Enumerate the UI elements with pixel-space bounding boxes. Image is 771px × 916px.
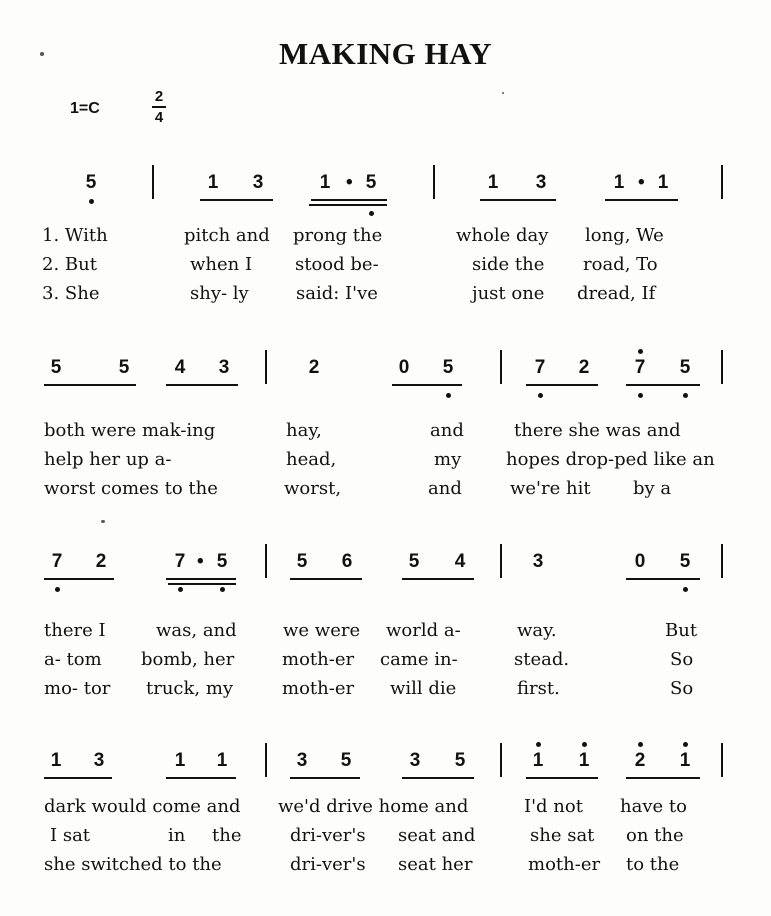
lyric-syllable: and xyxy=(430,420,464,441)
lyric-syllable: world a- xyxy=(386,620,461,641)
beam-underline xyxy=(626,777,700,779)
lyric-syllable: dri-ver's xyxy=(290,854,366,875)
note-number: 3 xyxy=(93,750,105,771)
lyric-syllable: there she was and xyxy=(514,420,681,441)
lyric-syllable: truck, my xyxy=(146,678,234,699)
lyric-syllable: hopes drop-ped like an xyxy=(506,449,715,470)
lyric-syllable: head, xyxy=(286,449,337,470)
lyric-syllable: worst comes to the xyxy=(44,478,218,499)
lyric-syllable: there I xyxy=(44,620,106,641)
beam-underline xyxy=(44,384,136,386)
note-number: 5 xyxy=(340,750,352,771)
lyric-syllable: in xyxy=(168,825,186,846)
note-number: 7 xyxy=(534,357,546,378)
beam-underline xyxy=(168,583,236,585)
barline xyxy=(721,165,723,199)
note-number: 1 xyxy=(613,172,625,193)
beam-underline xyxy=(605,199,678,201)
note-number: 5 xyxy=(296,551,308,572)
note-number: 5 xyxy=(679,551,691,572)
lyric-syllable: we were xyxy=(283,620,361,641)
lyric-syllable: 2. But xyxy=(42,254,97,275)
octave-dot xyxy=(178,587,183,592)
lyric-syllable: But xyxy=(665,620,698,641)
note-number: 6 xyxy=(341,551,353,572)
note-number: 1 xyxy=(578,750,590,771)
note-number: 7 xyxy=(634,357,646,378)
note-number: 5 xyxy=(118,357,130,378)
song-title: MAKING HAY xyxy=(278,36,493,71)
note-number: 1 xyxy=(216,750,228,771)
lyric-syllable: So xyxy=(670,678,694,699)
note-number: 3 xyxy=(532,551,544,572)
note-number: 1 xyxy=(657,172,669,193)
lyric-syllable: just one xyxy=(472,283,545,304)
barline xyxy=(433,165,435,199)
scan-speck xyxy=(502,92,504,94)
lyric-syllable: she switched to the xyxy=(44,854,222,875)
lyric-syllable: my xyxy=(434,449,462,470)
lyric-syllable: a- tom xyxy=(44,649,102,670)
lyric-syllable: we're hit xyxy=(510,478,591,499)
note-number: 5 xyxy=(454,750,466,771)
note-number: 1 xyxy=(487,172,499,193)
augmentation-dot: • xyxy=(346,172,353,193)
octave-dot xyxy=(220,587,225,592)
note-number: 2 xyxy=(95,551,107,572)
lyric-syllable: by a xyxy=(633,478,672,499)
octave-dot xyxy=(683,742,688,747)
beam-underline xyxy=(290,777,360,779)
barline xyxy=(721,350,723,384)
beam-underline xyxy=(626,384,700,386)
note-number: 5 xyxy=(679,357,691,378)
lyric-syllable: when I xyxy=(190,254,253,275)
lyric-syllable: hay, xyxy=(286,420,322,441)
beam-underline xyxy=(309,204,387,206)
lyric-syllable: I sat xyxy=(50,825,91,846)
note-number: 7 xyxy=(51,551,63,572)
octave-dot xyxy=(369,211,374,216)
barline xyxy=(500,350,502,384)
beam-underline xyxy=(626,578,700,580)
barline xyxy=(500,544,502,578)
lyric-syllable: shy- ly xyxy=(190,283,249,304)
barline xyxy=(265,544,267,578)
lyric-syllable: bomb, her xyxy=(141,649,235,670)
lyric-syllable: whole day xyxy=(456,225,549,246)
octave-dot xyxy=(55,587,60,592)
lyric-syllable: moth-er xyxy=(282,649,355,670)
lyric-syllable: have to xyxy=(620,796,687,817)
lyric-syllable: came in- xyxy=(380,649,458,670)
lyric-syllable: prong the xyxy=(293,225,383,246)
note-number: 5 xyxy=(365,172,377,193)
scan-speck xyxy=(101,520,105,523)
octave-dot xyxy=(536,742,541,747)
lyric-syllable: stead. xyxy=(514,649,570,670)
note-number: 5 xyxy=(216,551,228,572)
note-number: 2 xyxy=(578,357,590,378)
time-signature-top: 2 xyxy=(154,88,164,105)
note-number: 3 xyxy=(218,357,230,378)
lyric-syllable: both were mak-ing xyxy=(44,420,216,441)
lyric-syllable: dread, If xyxy=(577,283,656,304)
note-number: 3 xyxy=(535,172,547,193)
beam-underline xyxy=(480,199,556,201)
note-number: 5 xyxy=(50,357,62,378)
lyric-syllable: said: I've xyxy=(296,283,378,304)
octave-dot xyxy=(638,349,643,354)
octave-dot xyxy=(582,742,587,747)
lyric-syllable: So xyxy=(670,649,694,670)
note-number: 2 xyxy=(634,750,646,771)
note-number: 2 xyxy=(308,357,320,378)
lyric-syllable: I'd not xyxy=(524,796,583,817)
lyric-syllable: worst, xyxy=(284,478,342,499)
barline xyxy=(500,743,502,777)
note-number: 3 xyxy=(409,750,421,771)
beam-underline xyxy=(392,384,462,386)
lyric-syllable: stood be- xyxy=(295,254,379,275)
barline xyxy=(265,743,267,777)
lyric-syllable: 3. She xyxy=(42,283,100,304)
barline xyxy=(721,743,723,777)
note-number: 1 xyxy=(174,750,186,771)
note-number: 5 xyxy=(85,172,97,193)
barline xyxy=(721,544,723,578)
lyric-syllable: 1. With xyxy=(42,225,108,246)
lyric-syllable: pitch and xyxy=(184,225,270,246)
note-number: 5 xyxy=(408,551,420,572)
note-number: 3 xyxy=(252,172,264,193)
lyric-syllable: mo- tor xyxy=(44,678,111,699)
lyric-syllable: to the xyxy=(626,854,680,875)
lyric-syllable: seat her xyxy=(398,854,473,875)
note-number: 1 xyxy=(679,750,691,771)
lyric-syllable: road, To xyxy=(583,254,658,275)
beam-underline xyxy=(402,777,474,779)
lyric-syllable: first. xyxy=(517,678,560,699)
lyric-syllable: moth-er xyxy=(282,678,355,699)
note-number: 4 xyxy=(174,357,186,378)
octave-dot xyxy=(683,393,688,398)
lyric-syllable: help her up a- xyxy=(44,449,172,470)
beam-underline xyxy=(526,777,598,779)
note-number: 1 xyxy=(207,172,219,193)
octave-dot xyxy=(89,199,94,204)
lyric-syllable: moth-er xyxy=(528,854,601,875)
lyric-syllable: she sat xyxy=(530,825,595,846)
barline xyxy=(152,165,154,199)
beam-underline xyxy=(526,384,598,386)
augmentation-dot: • xyxy=(197,551,204,572)
octave-dot xyxy=(446,393,451,398)
beam-underline xyxy=(402,578,474,580)
note-number: 4 xyxy=(454,551,466,572)
note-number: 5 xyxy=(442,357,454,378)
beam-underline xyxy=(166,578,236,580)
octave-dot xyxy=(638,393,643,398)
scan-speck xyxy=(40,52,44,56)
beam-underline xyxy=(44,777,112,779)
beam-underline xyxy=(200,199,273,201)
lyric-syllable: will die xyxy=(390,678,457,699)
time-signature-line xyxy=(152,106,166,108)
note-number: 0 xyxy=(398,357,410,378)
key-signature: 1=C xyxy=(70,100,100,117)
beam-underline xyxy=(44,578,114,580)
beam-underline xyxy=(311,199,387,201)
octave-dot xyxy=(638,742,643,747)
lyric-syllable: we'd drive home and xyxy=(278,796,469,817)
note-number: 1 xyxy=(50,750,62,771)
lyric-syllable: dark would come and xyxy=(44,796,241,817)
beam-underline xyxy=(166,777,236,779)
beam-underline xyxy=(290,578,362,580)
lyric-syllable: was, and xyxy=(156,620,237,641)
note-number: 3 xyxy=(296,750,308,771)
octave-dot xyxy=(683,587,688,592)
lyric-syllable: long, We xyxy=(585,225,664,246)
lyric-syllable: dri-ver's xyxy=(290,825,366,846)
time-signature-bottom: 4 xyxy=(154,109,164,126)
note-number: 7 xyxy=(174,551,186,572)
note-number: 0 xyxy=(634,551,646,572)
lyric-syllable: seat and xyxy=(398,825,476,846)
augmentation-dot: • xyxy=(638,172,645,193)
lyric-syllable: side the xyxy=(472,254,545,275)
barline xyxy=(265,350,267,384)
note-number: 1 xyxy=(319,172,331,193)
lyric-syllable: on the xyxy=(626,825,684,846)
lyric-syllable: way. xyxy=(517,620,557,641)
lyric-syllable: the xyxy=(212,825,242,846)
note-number: 1 xyxy=(532,750,544,771)
octave-dot xyxy=(538,393,543,398)
lyric-syllable: and xyxy=(428,478,462,499)
beam-underline xyxy=(166,384,238,386)
